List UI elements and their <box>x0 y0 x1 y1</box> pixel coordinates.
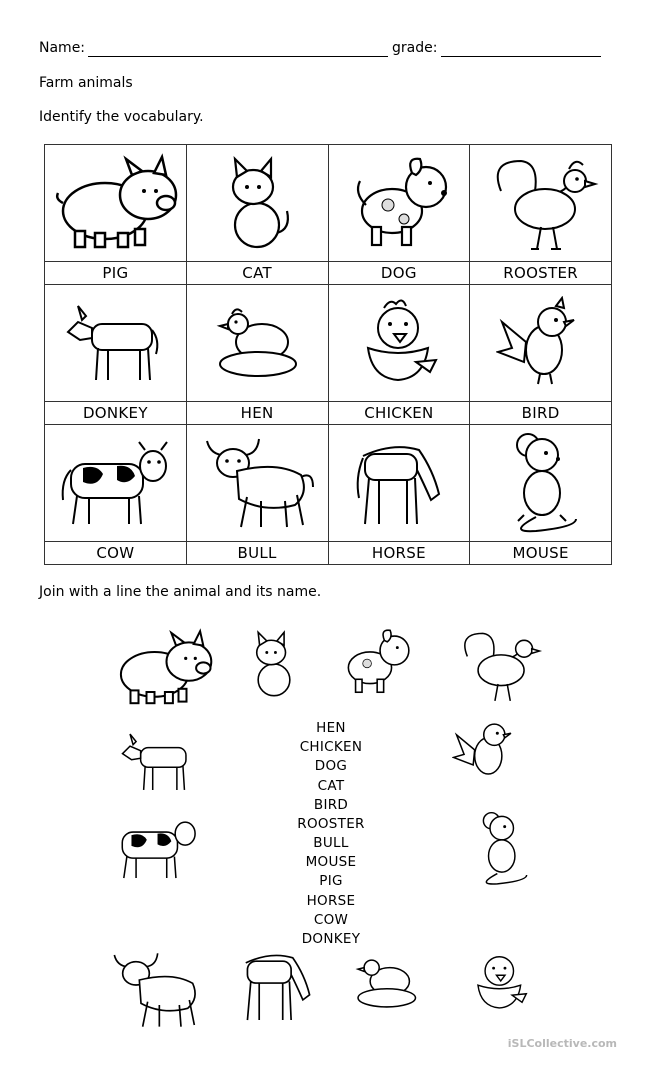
word-option[interactable]: COW <box>313 912 349 928</box>
rooster-icon[interactable] <box>452 625 544 711</box>
hen-icon[interactable] <box>352 948 420 1020</box>
dog-cell <box>328 145 470 262</box>
word-option[interactable]: ROOSTER <box>297 816 365 832</box>
pig-icon[interactable] <box>110 628 215 712</box>
vocab-label: DOG <box>328 262 470 285</box>
vocab-label: HORSE <box>328 542 470 565</box>
instruction-join: Join with a line the animal and its name. <box>39 584 322 600</box>
word-option[interactable]: BIRD <box>313 797 349 813</box>
vocab-label: COW <box>45 542 187 565</box>
vocab-label: PIG <box>45 262 187 285</box>
dog-icon[interactable] <box>335 626 415 702</box>
vocab-label: BIRD <box>470 402 612 425</box>
cow-cell <box>45 425 187 542</box>
bull-cell <box>186 425 328 542</box>
vocab-label: CHICKEN <box>328 402 470 425</box>
vocab-label: ROOSTER <box>470 262 612 285</box>
word-option[interactable]: HEN <box>316 720 346 736</box>
hen-icon <box>187 298 328 388</box>
dog-icon <box>329 153 470 253</box>
vocab-label: BULL <box>186 542 328 565</box>
word-option[interactable]: DOG <box>314 758 348 774</box>
word-option[interactable]: CAT <box>317 778 345 794</box>
word-option[interactable]: PIG <box>319 873 343 889</box>
horse-cell <box>328 425 470 542</box>
bull-icon[interactable] <box>106 948 206 1036</box>
cat-icon[interactable] <box>245 628 303 704</box>
chicken-icon <box>329 296 470 391</box>
word-option[interactable]: HORSE <box>306 893 356 909</box>
cow-icon <box>45 436 186 531</box>
bird-cell <box>470 285 612 402</box>
worksheet-subtitle: Farm animals <box>39 75 133 91</box>
vocabulary-table <box>44 144 612 565</box>
horse-icon[interactable] <box>234 946 318 1030</box>
name-label: Name: <box>39 40 86 56</box>
donkey-cell <box>45 285 187 402</box>
mouse-cell <box>470 425 612 542</box>
donkey-icon[interactable] <box>116 728 200 800</box>
chicken-cell <box>328 285 470 402</box>
name-blank[interactable] <box>88 56 388 57</box>
word-option[interactable]: BULL <box>313 835 349 851</box>
cat-cell <box>186 145 328 262</box>
watermark: iSLCollective.com <box>507 1037 617 1050</box>
word-option[interactable]: DONKEY <box>301 931 361 947</box>
donkey-icon <box>45 298 186 388</box>
bird-icon[interactable] <box>452 715 520 791</box>
cow-icon[interactable] <box>110 810 202 888</box>
pig-icon <box>45 153 186 253</box>
vocab-label: CAT <box>186 262 328 285</box>
vocab-label: MOUSE <box>470 542 612 565</box>
word-option[interactable]: CHICKEN <box>299 739 363 755</box>
vocab-label: DONKEY <box>45 402 187 425</box>
mouse-icon[interactable] <box>468 808 534 894</box>
horse-icon <box>329 436 470 531</box>
hen-cell <box>186 285 328 402</box>
mouse-icon <box>470 431 611 536</box>
bird-icon <box>470 296 611 391</box>
rooster-cell <box>470 145 612 262</box>
bull-icon <box>187 433 328 533</box>
pig-cell <box>45 145 187 262</box>
chicken-icon[interactable] <box>468 944 532 1024</box>
rooster-icon <box>470 151 611 256</box>
cat-icon <box>187 153 328 253</box>
grade-blank[interactable] <box>441 56 601 57</box>
instruction-identify: Identify the vocabulary. <box>39 109 204 125</box>
word-option[interactable]: MOUSE <box>305 854 357 870</box>
grade-label: grade: <box>392 40 438 56</box>
vocab-label: HEN <box>186 402 328 425</box>
